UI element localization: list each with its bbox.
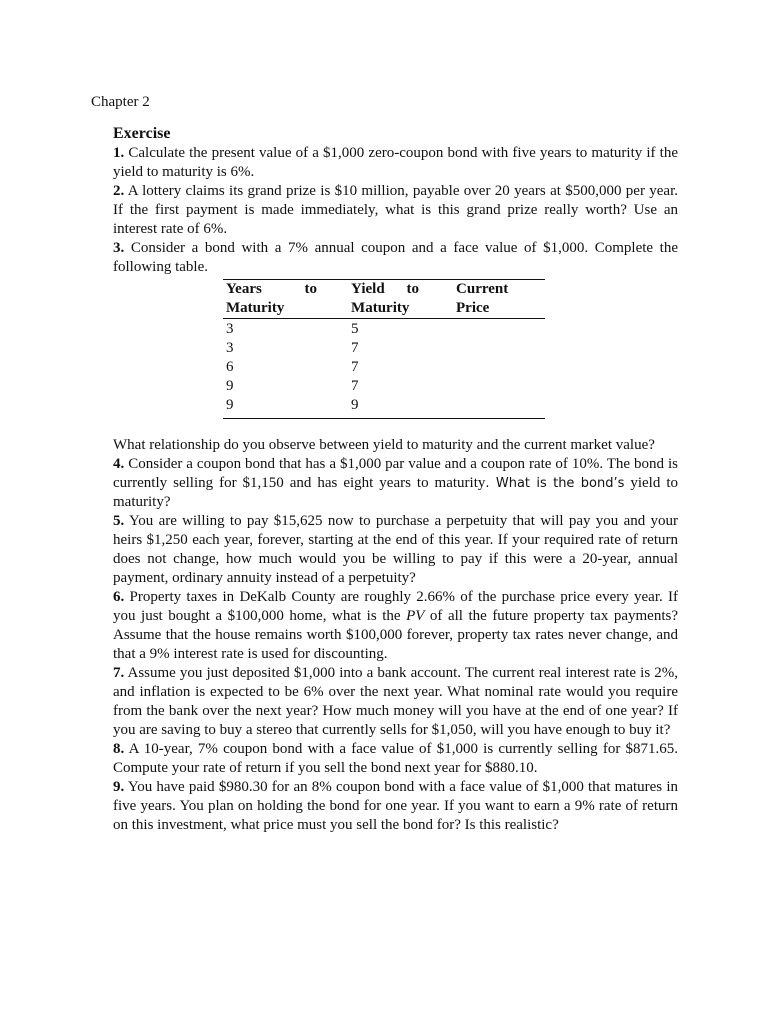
header-years-to-maturity — [223, 280, 351, 319]
cell-price — [456, 396, 545, 419]
question-text-alt-font: . What is the bond’s — [485, 476, 625, 491]
question-3-followup: What relationship do you observe between yield to maturity and the current market value? — [113, 437, 655, 453]
header-text: Years — [226, 281, 262, 297]
cell-years: 9 — [223, 396, 351, 419]
table-row — [223, 396, 545, 419]
question-text: yield to maturity? — [113, 475, 678, 510]
cell-yield: 7 — [351, 359, 359, 375]
exercise-section — [113, 124, 678, 835]
cell-years: 3 — [226, 340, 234, 356]
question-9 — [113, 778, 678, 835]
bond-table — [223, 279, 545, 419]
cell-years: 9 — [226, 378, 234, 394]
cell-price — [456, 377, 545, 396]
question-text: You have paid $980.30 for an 8% coupon bond with a face value of $1,000 that matures in five years. You plan on holding the bond for one year. If you want to earn a 9% rate of return on this investment, what price must you sell the bond for? Is this realistic? — [113, 779, 678, 833]
cell-years: 3 — [226, 321, 234, 337]
cell-price — [456, 358, 545, 377]
cell-yield: 9 — [351, 396, 456, 419]
question-text: of all the future property tax payments? Assume that the house remains worth $100,000 forever, property tax rates never change, and that a 9% interest rate is used for discounting. — [113, 608, 678, 662]
bond-table-container — [223, 279, 545, 419]
table-row — [223, 319, 545, 340]
question-number: 3. — [113, 240, 125, 256]
question-number: 4. — [113, 456, 125, 472]
header-current-price — [456, 280, 545, 319]
cell-yield: 7 — [351, 340, 359, 356]
question-4 — [113, 455, 678, 512]
cell-yield: 7 — [351, 378, 359, 394]
question-text: A lottery claims its grand prize is $10 million, payable over 20 years at $500,000 per year. If the first payment is made immediately, what is this grand prize really worth? Use an interest rate of 6%. — [113, 183, 678, 237]
question-3 — [113, 239, 678, 277]
header-yield-to-maturity — [351, 280, 456, 319]
question-8 — [113, 740, 678, 778]
question-text: A 10-year, 7% coupon bond with a face value of $1,000 is currently selling for $871.65. Compute your rate of return if you sell the bond next year for $880.10. — [113, 741, 678, 776]
header-text: Yield — [351, 281, 385, 297]
table-row — [223, 339, 545, 358]
header-text: to — [406, 281, 420, 297]
cell-price — [456, 319, 545, 340]
question-text: Assume you just deposited $1,000 into a bank account. The current real interest rate is 2%, and inflation is expected to be 6% over the next year. What nominal rate would you require from the bank over the next year? How much money will you have at the end of one year? If you are saving to buy a stereo that currently sells for $1,050, will you have enough to buy it? — [113, 665, 678, 738]
question-5 — [113, 512, 678, 588]
exercise-heading: Exercise — [113, 125, 171, 142]
header-text: Maturity — [351, 300, 410, 316]
chapter-title: Chapter 2 — [91, 94, 150, 110]
cell-years: 6 — [226, 359, 234, 375]
table-row — [223, 358, 545, 377]
question-2 — [113, 182, 678, 239]
question-text: Property taxes in DeKalb County are roughly 2.66% of the purchase price every year. If you just bought a $100,000 home, what is the — [113, 589, 678, 624]
question-text: You are willing to pay $15,625 now to purchase a perpetuity that will pay you and your heirs $1,250 each year, forever, starting at the end of this year. If your required rate of return does not change, how much would you be willing to pay if this were a 20-year, annual payment, ordinary annuity instead of a perpetuity? — [113, 513, 678, 586]
question-1 — [113, 144, 678, 182]
cell-yield: 5 — [351, 321, 359, 337]
question-number: 2. — [113, 183, 125, 199]
header-text: Current — [456, 281, 509, 297]
pv-term: PV — [406, 608, 425, 624]
question-number: 5. — [113, 513, 125, 529]
table-header-row — [223, 280, 545, 319]
question-6 — [113, 588, 678, 664]
table-row — [223, 377, 545, 396]
header-text: Maturity — [226, 300, 285, 316]
question-number: 6. — [113, 589, 125, 605]
question-text: Calculate the present value of a $1,000 zero-coupon bond with five years to maturity if the yield to maturity is 6%. — [113, 145, 678, 180]
question-number: 1. — [113, 145, 125, 161]
header-text: Price — [456, 300, 490, 316]
cell-price — [456, 339, 545, 358]
question-number: 8. — [113, 741, 125, 757]
header-text: to — [304, 281, 317, 297]
question-7 — [113, 664, 678, 740]
question-text: Consider a bond with a 7% annual coupon and a face value of $1,000. Complete the following table. — [113, 240, 678, 275]
question-number: 9. — [113, 779, 125, 795]
question-number: 7. — [113, 665, 125, 681]
question-text: Consider a coupon bond that has a $1,000 par value and a coupon rate of 10%. The bond is currently selling for $1,150 and has eight years to maturity — [113, 456, 678, 491]
